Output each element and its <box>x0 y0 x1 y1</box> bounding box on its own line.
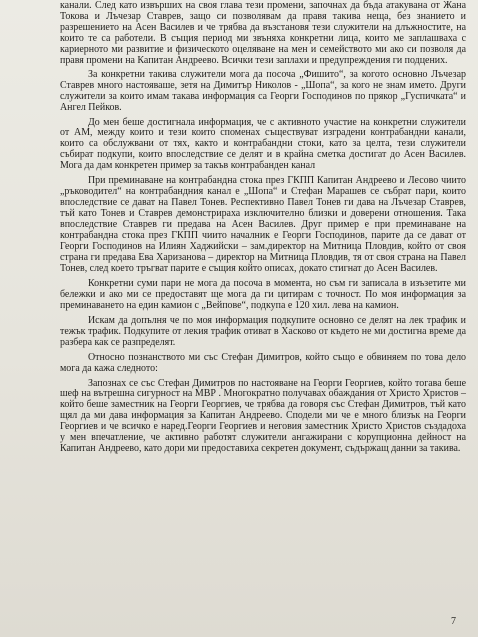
paragraph-1: канали. След като извърших на своя глава тези промени, започнах да бъда атакувана от Жана Токова и Лъчезар Ставрев, защо си позволявам да правя такива неща, без знанието и разрешението на Асен Василев и че трябва да възстановя тези служители на длъжностите, на които те са работели. В същия период ми звъняха конкретни лица, които ме заплашваха с кариерното ми развитие и физическото оцеляване на мен и семейството ми ако си позволя да правя промени на Капитан Андреево. Всички тези заплахи и предупреждения ги подцених. <box>60 0 466 66</box>
page-number: 7 <box>451 616 456 627</box>
paragraph-8: Запознах се със Стефан Димитров по настояване на Георги Георгиев, който тогава беше шеф на вътрешна сигурност на МВР . Многократно получавах обаждания от Христо Христов – който беше заместник на Георги Георгиев, че трябва да говоря със Стефан Димитров, тъй като щял да ми дава информация за Капитан Андреево. Сподели ми че е много близък на Георги Георгиев и че всичко е наред.Георги Георгиев и неговия заместник Христо Христов създадоха у мен впечатление, че активно работят служители ангажирани с корупционна дейност на Капитан Андреево, като дори ми предоставиха секретен документ, съдържащ данни за такива. <box>60 377 466 455</box>
paragraph-6: Искам да допълня че по моя информация подкупите основно се делят на лек трафик и тежък трафик. Подкупите от лекия трафик отиват в Хасково от където не ми достигна време да разбера как се разпределят. <box>60 314 466 348</box>
paragraph-4: При преминаване на контрабандна стока през ГКПП Капитан Андреево и Лесово чиито „ръководител“ на контрабандния канал е „Шопа“ и Стефан Марашев се събрат пари, които впоследствие се дават на Павел Тонев. Респективно Павел Тонев ги дава на Лъчезар Ставрев, тъй като Тонев и Ставрев демонстрираха изключително близки и доверени отношения. Така впоследствие Ставрев ги предава на Асен Василев. Друг пример е при преминаване на контрабандна стока през ГКПП чиито началник е Георги Господинов, парите да се дават от Георги Господинов на Илиян Хаджийски – зам.директор на Митница Пловдив, който от своя страна ги предава Ева Харизанова – директор на Митница Пловдив, тя от своя страна на Павел Тонев, след което тръгват парите е същия който описах, докато стигнат до Асен Василев. <box>60 175 466 274</box>
paragraph-7: Относно познанството ми със Стефан Димитров, който също е обвиняем по това дело мога да кажа следното: <box>60 351 466 374</box>
paragraph-2: За конкретни такива служители мога да посоча „Фишито“, за когото основно Лъчезар Ставрев много настояваше, зетя на Димитър Николов - „Шопа“, за кого не знам името. Други служители за които имам такава информация са Георги Господинов по прякор „Гуспичката“ и Ангел Пейков. <box>60 68 466 113</box>
paragraph-5: Конкретни суми пари не мога да посоча в момента, но съм ги записала в изъзетите ми бележки и ако ми се предоставят ще мога да ги цитирам с точност. По моя информация за преминаването на един камион с „Вейпове“, подкупа е 120 хил. лева на камион. <box>60 277 466 311</box>
paragraph-3: До мен беше достигнала информация, че с активното участие на конкретни служители от АМ, между които и тези които споменах съществуват изградени контрабандни канали, които са обслужвани от тях, както и контрабандни стоки, като за целта, тези служители събират подкупи, които впоследствие се делят и в крайна сметка достигат до Асен Василев. Мога да дам конкретен пример за такъв контрабанден канал <box>60 116 466 172</box>
